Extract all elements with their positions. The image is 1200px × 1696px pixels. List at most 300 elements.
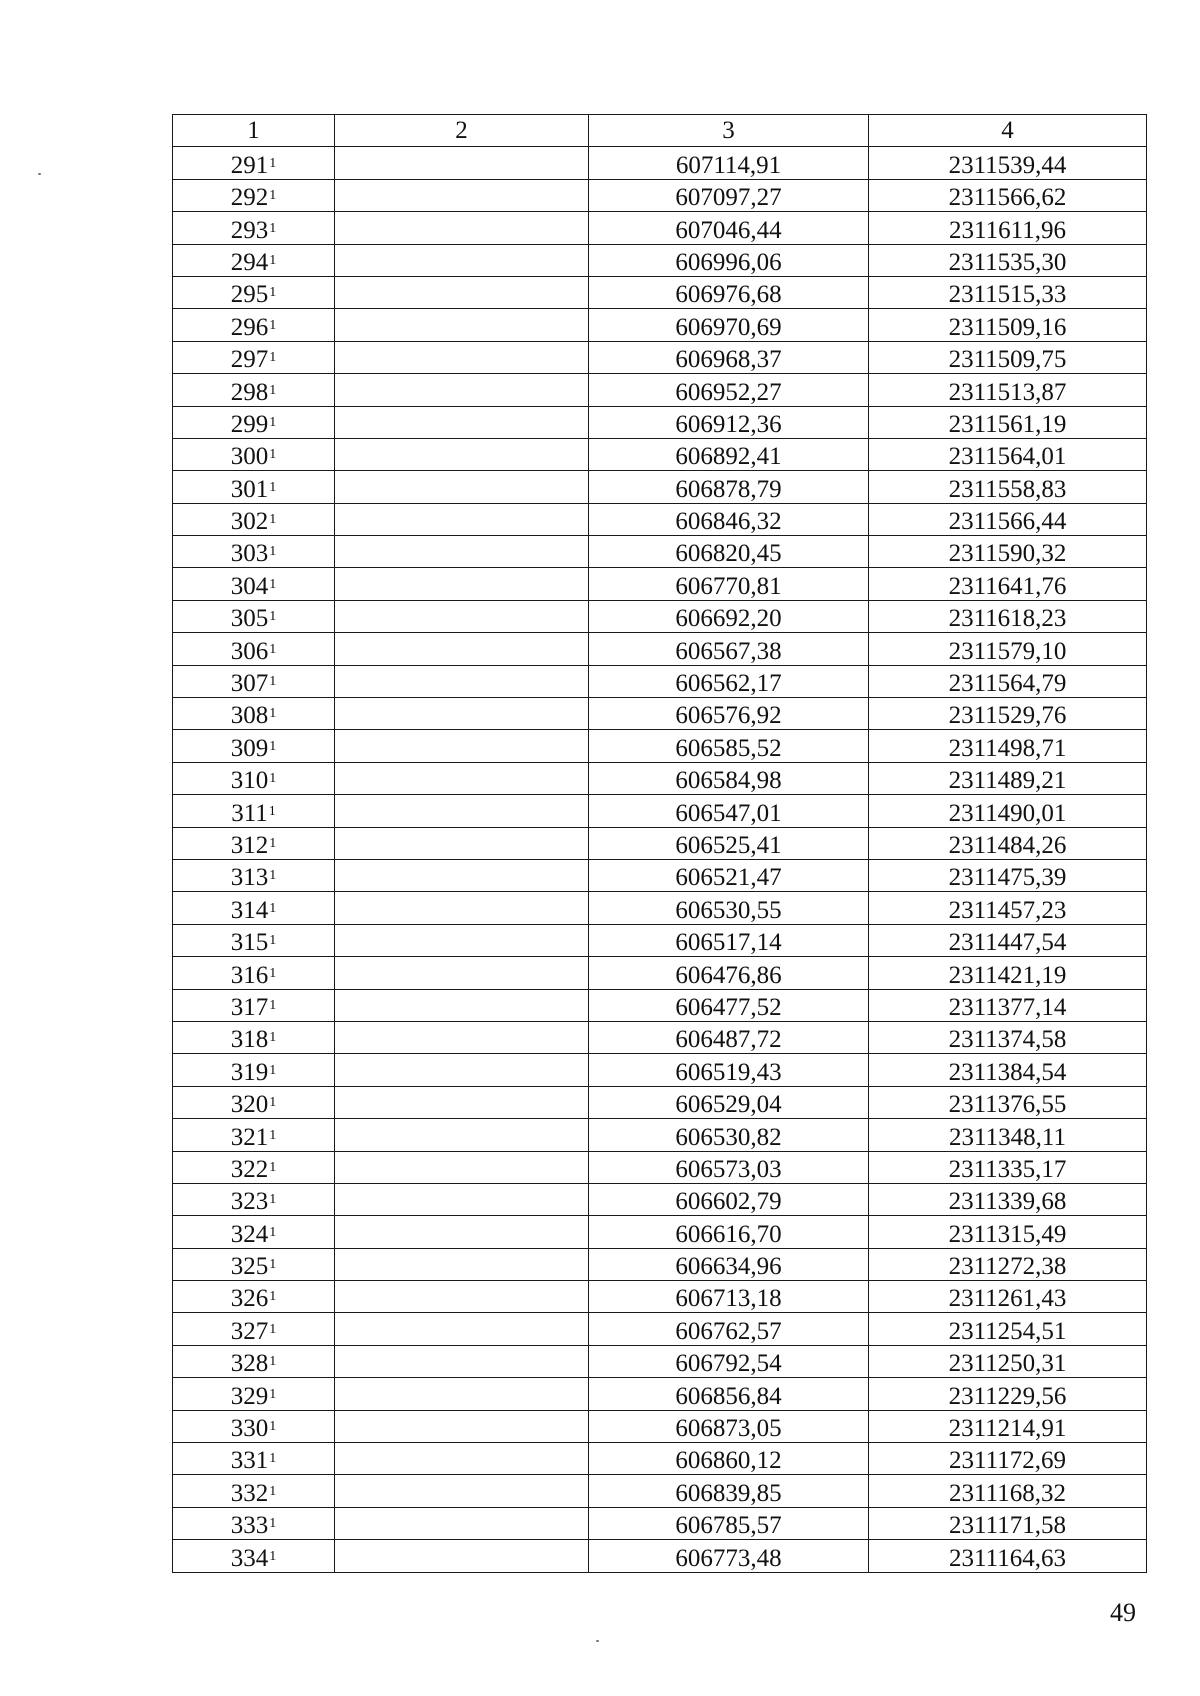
y-coordinate-cell: 2311250,31: [869, 1345, 1147, 1377]
point-number: 325: [230, 1253, 269, 1281]
point-index-superscript: 1: [269, 1159, 277, 1175]
x-coordinate-cell: 606521,47: [589, 859, 869, 891]
empty-cell: [335, 1086, 589, 1118]
y-coordinate-cell: 2311374,58: [869, 1021, 1147, 1053]
empty-cell: [335, 212, 589, 244]
point-index-superscript: 1: [269, 674, 277, 690]
table-row: [173, 374, 1147, 406]
empty-cell: [335, 536, 589, 568]
point-index-superscript: 1: [269, 1224, 277, 1240]
header-col-1: 1: [173, 115, 335, 147]
empty-cell: [335, 406, 589, 438]
point-index-superscript: 1: [269, 1062, 277, 1078]
point-number: 321: [230, 1123, 269, 1151]
table-row: [173, 924, 1147, 956]
point-index-superscript: 1: [269, 252, 277, 268]
y-coordinate-cell: 2311315,49: [869, 1216, 1147, 1248]
x-coordinate-cell: 606773,48: [589, 1540, 869, 1572]
point-number: 294: [230, 248, 269, 276]
empty-cell: [335, 1216, 589, 1248]
y-coordinate-cell: 2311447,54: [869, 924, 1147, 956]
empty-cell: [335, 600, 589, 632]
empty-cell: [335, 438, 589, 470]
point-number-cell: [173, 698, 335, 730]
y-coordinate-cell: 2311254,51: [869, 1313, 1147, 1345]
table-row: [173, 1378, 1147, 1410]
table-row: [173, 1345, 1147, 1377]
table-header: [173, 115, 1147, 147]
point-number-cell: [173, 309, 335, 341]
point-number: 316: [230, 961, 269, 989]
point-index-superscript: 1: [269, 868, 277, 884]
y-coordinate-cell: 2311384,54: [869, 1054, 1147, 1086]
x-coordinate-cell: 606576,92: [589, 698, 869, 730]
point-index-superscript: 1: [269, 1548, 277, 1564]
point-number-cell: [173, 1507, 335, 1539]
point-number: 303: [230, 540, 269, 568]
point-number-cell: [173, 536, 335, 568]
table-row: [173, 503, 1147, 535]
x-coordinate-cell: 606713,18: [589, 1281, 869, 1313]
y-coordinate-cell: 2311558,83: [869, 471, 1147, 503]
y-coordinate-cell: 2311611,96: [869, 212, 1147, 244]
point-index-superscript: 1: [269, 835, 277, 851]
point-number-cell: [173, 244, 335, 276]
point-index-superscript: 1: [269, 414, 277, 430]
empty-cell: [335, 244, 589, 276]
point-number-cell: [173, 1313, 335, 1345]
point-index-superscript: 1: [269, 997, 277, 1013]
header-row: [173, 115, 1147, 147]
x-coordinate-cell: 606530,82: [589, 1119, 869, 1151]
point-number-cell: [173, 1086, 335, 1118]
table-row: [173, 1410, 1147, 1442]
point-number: 317: [230, 993, 269, 1021]
table-row: [173, 309, 1147, 341]
coordinates-table: [172, 114, 1147, 1573]
empty-cell: [335, 1119, 589, 1151]
empty-cell: [335, 374, 589, 406]
point-index-superscript: 1: [269, 382, 277, 398]
y-coordinate-cell: 2311509,75: [869, 341, 1147, 373]
y-coordinate-cell: 2311566,44: [869, 503, 1147, 535]
page-number: 49: [1110, 1598, 1136, 1627]
y-coordinate-cell: 2311564,01: [869, 438, 1147, 470]
empty-cell: [335, 1378, 589, 1410]
point-number-cell: [173, 406, 335, 438]
y-coordinate-cell: 2311529,76: [869, 698, 1147, 730]
table-row: [173, 1151, 1147, 1183]
empty-cell: [335, 1410, 589, 1442]
point-number-cell: [173, 276, 335, 308]
table-row: [173, 536, 1147, 568]
empty-cell: [335, 924, 589, 956]
point-number-cell: [173, 1216, 335, 1248]
point-number: 327: [230, 1317, 269, 1345]
y-coordinate-cell: 2311509,16: [869, 309, 1147, 341]
x-coordinate-cell: 606567,38: [589, 633, 869, 665]
table-row: [173, 633, 1147, 665]
empty-cell: [335, 1151, 589, 1183]
empty-cell: [335, 568, 589, 600]
point-number: 301: [230, 475, 269, 503]
point-index-superscript: 1: [269, 447, 277, 463]
point-number: 320: [230, 1091, 269, 1119]
table-row: [173, 892, 1147, 924]
empty-cell: [335, 989, 589, 1021]
header-col-2: 2: [335, 115, 589, 147]
x-coordinate-cell: 606846,32: [589, 503, 869, 535]
point-index-superscript: 1: [269, 1127, 277, 1143]
y-coordinate-cell: 2311579,10: [869, 633, 1147, 665]
y-coordinate-cell: 2311376,55: [869, 1086, 1147, 1118]
point-index-superscript: 1: [269, 900, 277, 916]
table-row: [173, 1216, 1147, 1248]
y-coordinate-cell: 2311457,23: [869, 892, 1147, 924]
empty-cell: [335, 1540, 589, 1572]
point-index-superscript: 1: [269, 220, 277, 236]
point-number-cell: [173, 179, 335, 211]
table-row: [173, 795, 1147, 827]
point-number: 297: [230, 346, 269, 374]
point-number-cell: [173, 1119, 335, 1151]
scan-speck: [38, 173, 41, 175]
y-coordinate-cell: 2311513,87: [869, 374, 1147, 406]
point-index-superscript: 1: [269, 641, 277, 657]
empty-cell: [335, 179, 589, 211]
empty-cell: [335, 892, 589, 924]
point-number-cell: [173, 438, 335, 470]
table-row: [173, 1119, 1147, 1151]
x-coordinate-cell: 606517,14: [589, 924, 869, 956]
y-coordinate-cell: 2311475,39: [869, 859, 1147, 891]
y-coordinate-cell: 2311421,19: [869, 957, 1147, 989]
point-index-superscript: 1: [269, 188, 277, 204]
point-number: 333: [230, 1512, 269, 1540]
point-number: 310: [230, 767, 269, 795]
y-coordinate-cell: 2311489,21: [869, 762, 1147, 794]
point-index-superscript: 1: [269, 1516, 277, 1532]
y-coordinate-cell: 2311535,30: [869, 244, 1147, 276]
point-index-superscript: 1: [269, 1257, 277, 1273]
empty-cell: [335, 1248, 589, 1280]
empty-cell: [335, 1021, 589, 1053]
y-coordinate-cell: 2311272,38: [869, 1248, 1147, 1280]
point-number: 308: [230, 702, 269, 730]
point-index-superscript: 1: [269, 285, 277, 301]
point-number-cell: [173, 1475, 335, 1507]
y-coordinate-cell: 2311618,23: [869, 600, 1147, 632]
table-row: [173, 1248, 1147, 1280]
y-coordinate-cell: 2311261,43: [869, 1281, 1147, 1313]
point-index-superscript: 1: [269, 1419, 277, 1435]
y-coordinate-cell: 2311335,17: [869, 1151, 1147, 1183]
point-index-superscript: 1: [269, 479, 277, 495]
point-index-superscript: 1: [269, 576, 277, 592]
x-coordinate-cell: 606487,72: [589, 1021, 869, 1053]
y-coordinate-cell: 2311168,32: [869, 1475, 1147, 1507]
point-number: 292: [230, 184, 269, 212]
y-coordinate-cell: 2311172,69: [869, 1443, 1147, 1475]
point-number-cell: [173, 762, 335, 794]
point-index-superscript: 1: [269, 350, 277, 366]
point-number-cell: [173, 1248, 335, 1280]
point-index-superscript: 1: [269, 155, 277, 171]
empty-cell: [335, 1281, 589, 1313]
x-coordinate-cell: 606952,27: [589, 374, 869, 406]
point-number: 291: [230, 151, 269, 179]
point-number: 309: [230, 734, 269, 762]
table-row: [173, 762, 1147, 794]
x-coordinate-cell: 606519,43: [589, 1054, 869, 1086]
point-number: 302: [230, 508, 269, 536]
point-number: 328: [230, 1350, 269, 1378]
y-coordinate-cell: 2311590,32: [869, 536, 1147, 568]
empty-cell: [335, 147, 589, 179]
point-number-cell: [173, 1281, 335, 1313]
x-coordinate-cell: 606892,41: [589, 438, 869, 470]
point-number-cell: [173, 1021, 335, 1053]
point-number-cell: [173, 568, 335, 600]
point-index-superscript: 1: [269, 1321, 277, 1337]
x-coordinate-cell: 606762,57: [589, 1313, 869, 1345]
point-index-superscript: 1: [269, 738, 277, 754]
y-coordinate-cell: 2311214,91: [869, 1410, 1147, 1442]
y-coordinate-cell: 2311164,63: [869, 1540, 1147, 1572]
point-number: 324: [230, 1220, 269, 1248]
point-number: 314: [230, 896, 269, 924]
x-coordinate-cell: 606873,05: [589, 1410, 869, 1442]
point-index-superscript: 1: [269, 1095, 277, 1111]
x-coordinate-cell: 607097,27: [589, 179, 869, 211]
table-row: [173, 438, 1147, 470]
point-number-cell: [173, 1054, 335, 1086]
table-row: [173, 568, 1147, 600]
point-number-cell: [173, 859, 335, 891]
empty-cell: [335, 1507, 589, 1539]
x-coordinate-cell: 606585,52: [589, 730, 869, 762]
x-coordinate-cell: 606792,54: [589, 1345, 869, 1377]
header-col-4: 4: [869, 115, 1147, 147]
table-row: [173, 1021, 1147, 1053]
table-row: [173, 1281, 1147, 1313]
point-index-superscript: 1: [269, 933, 277, 949]
x-coordinate-cell: 606692,20: [589, 600, 869, 632]
empty-cell: [335, 827, 589, 859]
empty-cell: [335, 859, 589, 891]
empty-cell: [335, 309, 589, 341]
y-coordinate-cell: 2311171,58: [869, 1507, 1147, 1539]
y-coordinate-cell: 2311566,62: [869, 179, 1147, 211]
point-index-superscript: 1: [269, 706, 277, 722]
point-number: 330: [230, 1415, 269, 1443]
x-coordinate-cell: 606562,17: [589, 665, 869, 697]
point-index-superscript: 1: [269, 965, 277, 981]
x-coordinate-cell: 606970,69: [589, 309, 869, 341]
table-row: [173, 1054, 1147, 1086]
table-row: [173, 827, 1147, 859]
table-row: [173, 179, 1147, 211]
point-index-superscript: 1: [268, 803, 276, 819]
x-coordinate-cell: 606770,81: [589, 568, 869, 600]
x-coordinate-cell: 606476,86: [589, 957, 869, 989]
x-coordinate-cell: 606912,36: [589, 406, 869, 438]
point-index-superscript: 1: [269, 1030, 277, 1046]
scan-speck: [596, 1640, 599, 1642]
y-coordinate-cell: 2311484,26: [869, 827, 1147, 859]
table-row: [173, 989, 1147, 1021]
y-coordinate-cell: 2311377,14: [869, 989, 1147, 1021]
point-index-superscript: 1: [269, 1386, 277, 1402]
point-number: 331: [230, 1447, 269, 1475]
table-row: [173, 471, 1147, 503]
point-number-cell: [173, 503, 335, 535]
table-row: [173, 698, 1147, 730]
point-index-superscript: 1: [269, 771, 277, 787]
table-row: [173, 1086, 1147, 1118]
x-coordinate-cell: 606634,96: [589, 1248, 869, 1280]
table-row: [173, 859, 1147, 891]
x-coordinate-cell: 606584,98: [589, 762, 869, 794]
point-number-cell: [173, 1151, 335, 1183]
x-coordinate-cell: 607046,44: [589, 212, 869, 244]
table-row: [173, 341, 1147, 373]
point-index-superscript: 1: [269, 512, 277, 528]
table-row: [173, 406, 1147, 438]
x-coordinate-cell: 607114,91: [589, 147, 869, 179]
x-coordinate-cell: 606530,55: [589, 892, 869, 924]
empty-cell: [335, 1054, 589, 1086]
x-coordinate-cell: 606477,52: [589, 989, 869, 1021]
x-coordinate-cell: 606878,79: [589, 471, 869, 503]
table-row: [173, 730, 1147, 762]
empty-cell: [335, 730, 589, 762]
empty-cell: [335, 1183, 589, 1215]
empty-cell: [335, 471, 589, 503]
point-index-superscript: 1: [269, 609, 277, 625]
point-number: 295: [230, 281, 269, 309]
table-body: [173, 147, 1147, 1572]
point-index-superscript: 1: [269, 1483, 277, 1499]
table-row: [173, 1313, 1147, 1345]
point-number-cell: [173, 1540, 335, 1572]
y-coordinate-cell: 2311348,11: [869, 1119, 1147, 1151]
point-number: 312: [230, 831, 269, 859]
table-row: [173, 1475, 1147, 1507]
point-number-cell: [173, 795, 335, 827]
x-coordinate-cell: 606839,85: [589, 1475, 869, 1507]
header-col-3: 3: [589, 115, 869, 147]
table-row: [173, 1540, 1147, 1572]
point-number-cell: [173, 341, 335, 373]
empty-cell: [335, 1475, 589, 1507]
point-number: 304: [230, 572, 269, 600]
empty-cell: [335, 633, 589, 665]
point-number: 332: [230, 1479, 269, 1507]
point-index-superscript: 1: [269, 1289, 277, 1305]
x-coordinate-cell: 606529,04: [589, 1086, 869, 1118]
table-row: [173, 276, 1147, 308]
empty-cell: [335, 1443, 589, 1475]
empty-cell: [335, 1313, 589, 1345]
point-number: 311: [231, 799, 268, 827]
point-number: 318: [230, 1026, 269, 1054]
empty-cell: [335, 795, 589, 827]
table-row: [173, 957, 1147, 989]
point-number: 326: [230, 1285, 269, 1313]
y-coordinate-cell: 2311539,44: [869, 147, 1147, 179]
y-coordinate-cell: 2311229,56: [869, 1378, 1147, 1410]
point-number-cell: [173, 212, 335, 244]
table-row: [173, 1183, 1147, 1215]
point-number: 323: [230, 1188, 269, 1216]
point-number: 306: [230, 637, 269, 665]
x-coordinate-cell: 606820,45: [589, 536, 869, 568]
table-row: [173, 244, 1147, 276]
point-number: 298: [230, 378, 269, 406]
point-number-cell: [173, 892, 335, 924]
y-coordinate-cell: 2311339,68: [869, 1183, 1147, 1215]
point-number-cell: [173, 1345, 335, 1377]
x-coordinate-cell: 606860,12: [589, 1443, 869, 1475]
point-number: 329: [230, 1382, 269, 1410]
point-number: 322: [230, 1155, 269, 1183]
point-index-superscript: 1: [269, 1354, 277, 1370]
point-number: 305: [230, 605, 269, 633]
point-number-cell: [173, 147, 335, 179]
point-number-cell: [173, 374, 335, 406]
table-row: [173, 1443, 1147, 1475]
point-number: 299: [230, 410, 269, 438]
point-number: 334: [230, 1544, 269, 1572]
x-coordinate-cell: 606573,03: [589, 1151, 869, 1183]
point-number-cell: [173, 827, 335, 859]
empty-cell: [335, 762, 589, 794]
empty-cell: [335, 665, 589, 697]
point-index-superscript: 1: [269, 317, 277, 333]
y-coordinate-cell: 2311515,33: [869, 276, 1147, 308]
y-coordinate-cell: 2311564,79: [869, 665, 1147, 697]
x-coordinate-cell: 606996,06: [589, 244, 869, 276]
empty-cell: [335, 503, 589, 535]
x-coordinate-cell: 606785,57: [589, 1507, 869, 1539]
point-index-superscript: 1: [269, 1451, 277, 1467]
empty-cell: [335, 341, 589, 373]
empty-cell: [335, 276, 589, 308]
x-coordinate-cell: 606976,68: [589, 276, 869, 308]
point-number-cell: [173, 471, 335, 503]
point-number-cell: [173, 924, 335, 956]
point-number-cell: [173, 989, 335, 1021]
point-number-cell: [173, 600, 335, 632]
y-coordinate-cell: 2311641,76: [869, 568, 1147, 600]
table-row: [173, 600, 1147, 632]
point-index-superscript: 1: [269, 1192, 277, 1208]
y-coordinate-cell: 2311490,01: [869, 795, 1147, 827]
point-number-cell: [173, 633, 335, 665]
point-number-cell: [173, 1183, 335, 1215]
table-row: [173, 212, 1147, 244]
point-number-cell: [173, 665, 335, 697]
y-coordinate-cell: 2311561,19: [869, 406, 1147, 438]
point-number: 293: [230, 216, 269, 244]
x-coordinate-cell: 606968,37: [589, 341, 869, 373]
x-coordinate-cell: 606547,01: [589, 795, 869, 827]
empty-cell: [335, 698, 589, 730]
empty-cell: [335, 1345, 589, 1377]
point-number-cell: [173, 730, 335, 762]
point-number: 319: [230, 1058, 269, 1086]
